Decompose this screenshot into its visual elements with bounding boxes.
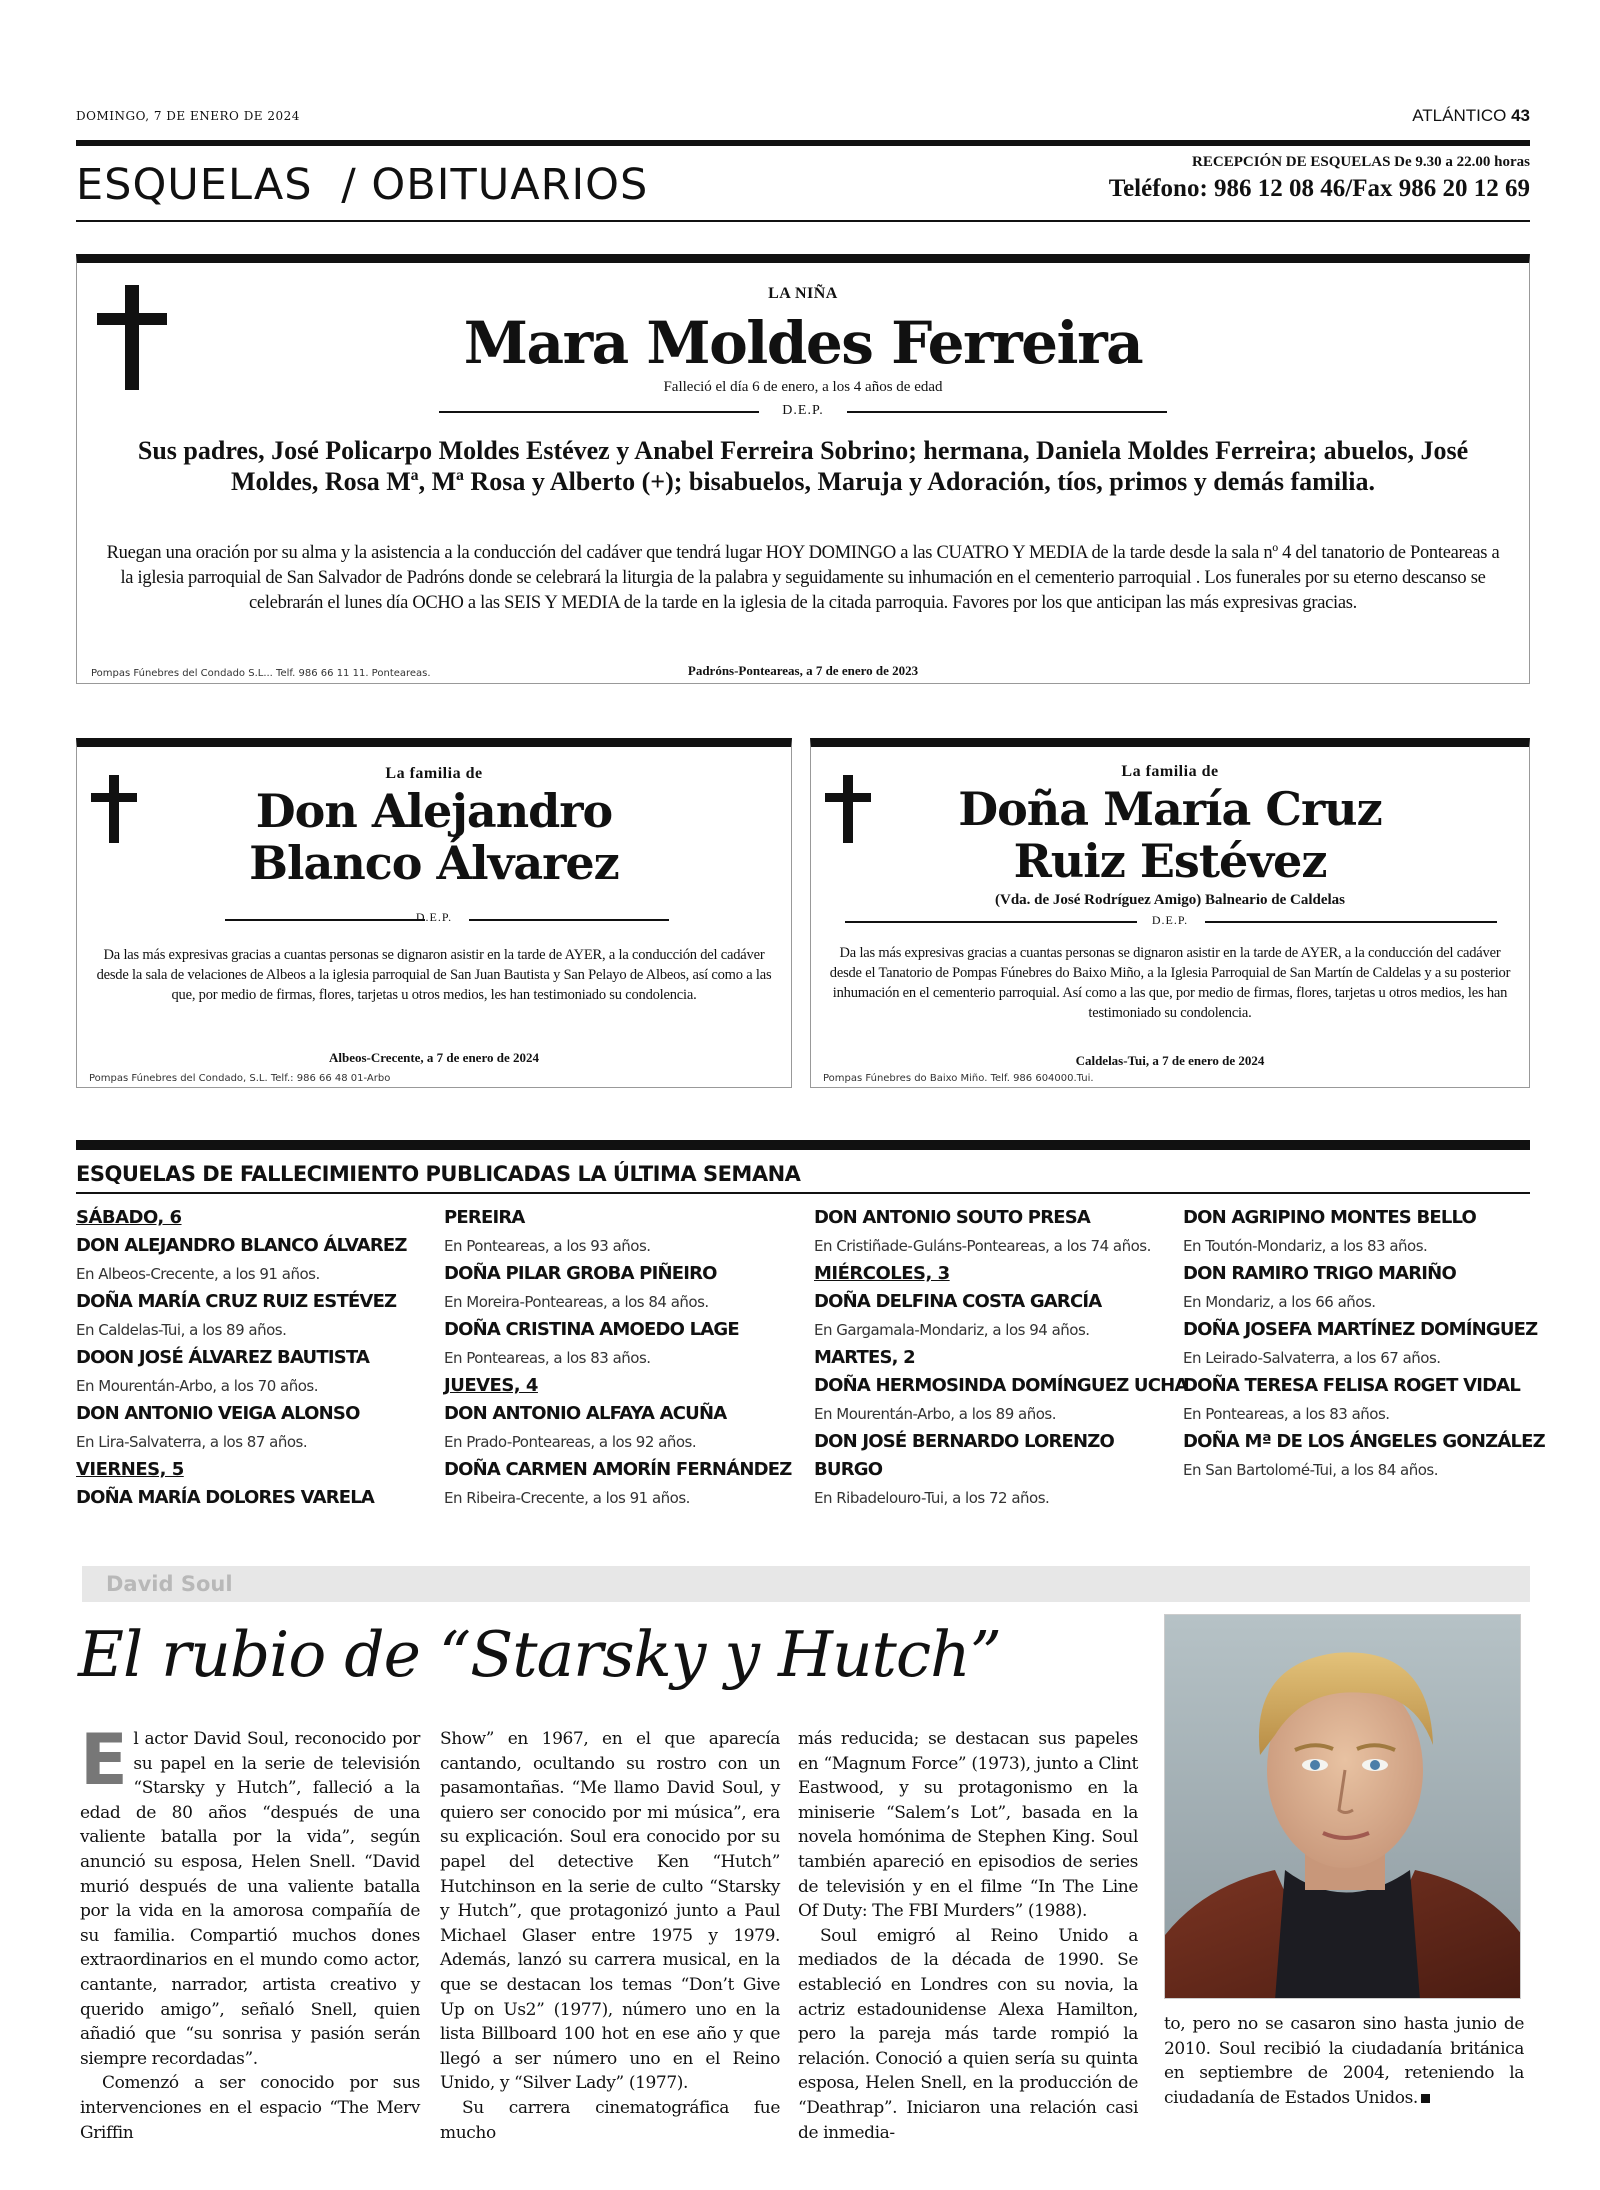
article-paragraph-text: to, pero no se casaron sino hasta junio de 2010. Soul recibió la ciudadanía británica en septiembre de 2004, reteniendo la ciudadanía de Estados Unidos. xyxy=(1164,2014,1524,2108)
contact-phone: Teléfono: 986 12 08 46/Fax 986 20 12 69 xyxy=(1108,175,1530,202)
deceased-name-line2: Ruiz Estévez xyxy=(1013,834,1327,888)
list-entry-name: DOÑA JOSEFA MARTÍNEZ DOMÍNGUEZ xyxy=(1183,1319,1538,1340)
list-entry-name: DOÑA HERMOSINDA DOMÍNGUEZ UCHA xyxy=(814,1375,1188,1396)
article-paragraph: Comenzó a ser conocido por sus intervenciones en el espacio “The Merv Griffin xyxy=(80,2073,420,2143)
family-members: Sus padres, José Policarpo Moldes Estévez y Anabel Ferreira Sobrino; hermana, Daniela Moldes Ferreira; abuelos, José Moldes, Rosa Mª, Mª Rosa y Alberto (+); bisabuelos, Maruja y Adoración, tíos, primos y demás familia. xyxy=(137,436,1469,496)
list-entry-place: En Cristiñade-Guláns-Ponteareas, a los 74 años. xyxy=(814,1237,1151,1255)
list-entry-place: En Ponteareas, a los 83 años. xyxy=(444,1349,651,1367)
list-entry-name: DOÑA CRISTINA AMOEDO LAGE xyxy=(444,1319,739,1340)
dep-label: D.E.P. xyxy=(415,910,453,924)
dep-label: D.E.P. xyxy=(1151,913,1189,927)
top-rule xyxy=(76,140,1530,146)
deceased-name: Mara Moldes Ferreira xyxy=(463,309,1143,377)
article-kicker: David Soul xyxy=(106,1572,233,1596)
deceased-name-line1: Doña María Cruz xyxy=(958,782,1382,836)
list-day-heading: MIÉRCOLES, 3 xyxy=(814,1263,950,1284)
list-entry-place: En San Bartolomé-Tui, a los 84 años. xyxy=(1183,1461,1438,1479)
obituary-prefix: LA NIÑA xyxy=(768,285,838,302)
reception-hours: RECEPCIÓN DE ESQUELAS De 9.30 a 22.00 horas xyxy=(1192,154,1530,170)
list-day-heading: VIERNES, 5 xyxy=(76,1459,184,1480)
list-entry-place: En Ponteareas, a los 83 años. xyxy=(1183,1405,1390,1423)
list-rule xyxy=(76,1192,1530,1194)
list-day-heading: JUEVES, 4 xyxy=(444,1375,538,1396)
list-entry-place: En Prado-Ponteareas, a los 92 años. xyxy=(444,1433,697,1451)
list-entry-place: En Moreira-Ponteareas, a los 84 años. xyxy=(444,1293,709,1311)
place-date: Padróns-Ponteareas, a 7 de enero de 2023 xyxy=(687,663,919,678)
funeral-home: Pompas Fúnebres del Condado, S.L. Telf.: 986 66 48 01-Arbo xyxy=(89,1073,391,1084)
article-kicker-bar xyxy=(82,1566,1530,1602)
list-entry-name: DOÑA PILAR GROBA PIÑEIRO xyxy=(444,1263,717,1284)
deceased-name-line1: Don Alejandro xyxy=(255,784,613,838)
list-entry-name: DOÑA TERESA FELISA ROGET VIDAL xyxy=(1183,1375,1521,1396)
list-entry-name: DOÑA MARÍA DOLORES VARELA xyxy=(76,1487,375,1508)
article-column-1 xyxy=(80,1719,420,2145)
place-date: Caldelas-Tui, a 7 de enero de 2024 xyxy=(1075,1053,1265,1068)
end-mark-icon xyxy=(1421,2094,1430,2103)
list-day-heading: MARTES, 2 xyxy=(814,1347,915,1368)
portrait-illustration xyxy=(1165,1615,1521,1999)
portrait-photo xyxy=(1164,1614,1521,1999)
funeral-home: Pompas Fúnebres del Condado S.L... Telf. 986 66 11 11. Ponteareas. xyxy=(91,668,431,679)
funeral-home: Pompas Fúnebres do Baixo Miño. Telf. 986 604000.Tui. xyxy=(823,1073,1094,1084)
list-entry-name: DON ANTONIO ALFAYA ACUÑA xyxy=(444,1403,727,1424)
header-rule xyxy=(76,220,1530,222)
list-entry-name: DOÑA CARMEN AMORÍN FERNÁNDEZ xyxy=(444,1459,792,1480)
obituary-body: Ruegan una oración por su alma y la asistencia a la conducción del cadáver que tendrá lugar HOY DOMINGO a las CUATRO Y MEDIA de la tarde desde la sala nº 4 del tanatorio de Ponteareas a la iglesia parroquial de San Salvador de Padróns donde se celebrará la liturgia de la palabra y seguidamente su inhumación en el cementerio parroquial . Los funerales por su eterno descanso se celebrarán el lunes día OCHO a las SEIS Y MEDIA de la tarde en la iglesia de la citada parroquia. Favores por los que anticipan las más expresivas gracias. xyxy=(106,543,1500,613)
list-entry-name: DOÑA MARÍA CRUZ RUIZ ESTÉVEZ xyxy=(76,1291,397,1312)
article-column-2 xyxy=(440,1727,780,2145)
list-entry-place: En Ponteareas, a los 93 años. xyxy=(444,1237,651,1255)
dep-label: D.E.P. xyxy=(782,403,824,418)
article-paragraph: Su carrera cinematográfica fue mucho xyxy=(440,2097,780,2143)
page-date: DOMINGO, 7 DE ENERO DE 2024 xyxy=(76,109,300,123)
list-entry-place: En Caldelas-Tui, a los 89 años. xyxy=(76,1321,287,1339)
deceased-name-line2: Blanco Álvarez xyxy=(249,836,619,890)
list-entry-place: En Mourentán-Arbo, a los 70 años. xyxy=(76,1377,318,1395)
article-paragraph: l actor David Soul, reconocido por su papel en la serie de televisión “Starsky y Hutch”, falleció a la edad de 80 años “después de una valiente batalla por la vida”, según anunció su esposa, Helen Snell. “David murió después de una valiente batalla por la vida en la amorosa compañía de su familia. Compartió muchos dones extraordinarios en el mundo como actor, cantante, narrador, artista creativo y querido amigo”, señaló Snell, quien añadió que “su sonrisa y pasión serán siempre recordadas”. xyxy=(80,1729,420,2069)
list-column-1 xyxy=(76,1204,446,1512)
article-paragraph: Soul emigró al Reino Unido a mediados de la década de 1990. Se estableció en Londres con su novia, la actriz estadounidense Alexa Hamilton, pero la pareja más tarde rompió la relación. Conoció a quien sería su quinta esposa, Helen Snell, en la producción de “Deathrap”. Iniciaron una relación casi de inmedia- xyxy=(798,1925,1138,2143)
list-entry-name: BURGO xyxy=(814,1459,883,1480)
drop-cap: E xyxy=(80,1719,128,1801)
list-entry-name: DON RAMIRO TRIGO MARIÑO xyxy=(1183,1263,1456,1284)
list-entry-place: En Mourentán-Arbo, a los 89 años. xyxy=(814,1405,1056,1423)
obituary-prefix: La familia de xyxy=(385,765,483,782)
list-day-heading: SÁBADO, 6 xyxy=(76,1207,182,1228)
list-entry-place: En Ribadelouro-Tui, a los 72 años. xyxy=(814,1489,1050,1507)
newspaper-name xyxy=(1412,106,1530,126)
section-title-main: ESQUELAS xyxy=(76,160,313,210)
list-entry-name: DON ALEJANDRO BLANCO ÁLVAREZ xyxy=(76,1235,407,1256)
list-entry-name: DOÑA DELFINA COSTA GARCÍA xyxy=(814,1291,1102,1312)
list-entry-name: DOON JOSÉ ÁLVAREZ BAUTISTA xyxy=(76,1347,370,1368)
list-entry-name: DOÑA Mª DE LOS ÁNGELES GONZÁLEZ xyxy=(1183,1431,1545,1452)
page-number: 43 xyxy=(1511,106,1530,125)
obituary-body: Da las más expresivas gracias a cuantas personas se dignaron asistir en la tarde de AYER, a la conducción del cadáver desde el Tanatorio de Pompas Fúnebres do Baixo Miño, a la Iglesia Parroquial de San Martín de Caldelas y a su posterior inhumación en el cementerio parroquial. Así como a las que, por medio de firmas, flores, tarjetas u otros medios, les han testimoniado su condolencia. xyxy=(829,945,1511,1021)
list-entry-place: En Leirado-Salvaterra, a los 67 años. xyxy=(1183,1349,1441,1367)
article-paragraph: Show” en 1967, en el que aparecía cantando, ocultando su rostro con un pasamontañas. “Me llamo David Soul, y quiero ser conocido por mi música”, era su explicación. Soul era conocido por su papel del detective Ken “Hutch” Hutchinson en la serie de culto “Starsky y Hutch”, que protagonizó junto a Paul Michael Glaser entre 1975 y 1979. Además, lanzó su carrera musical, en la que se destacan los temas “Don’t Give Up on Us2” (1977), número uno en la lista Billboard 100 hot en ese año y que llegó a ser número uno en el Reino Unido, y “Silver Lady” (1977). xyxy=(440,1729,780,2094)
article-column-3 xyxy=(798,1727,1138,2145)
list-entry-place: En Lira-Salvaterra, a los 87 años. xyxy=(76,1433,308,1451)
article-paragraph: más reducida; se destacan sus papeles en “Magnum Force” (1973), junto a Clint Eastwood, y su protagonismo en la miniserie “Salem’s Lot”, basada en la novela homónima de Stephen King. Soul también apareció en episodios de series de televisión y en el filme “In The Line Of Duty: The FBI Murders” (1988). xyxy=(798,1729,1138,1922)
article-paragraph xyxy=(1164,2012,1524,2110)
article-headline: El rubio de “Starsky y Hutch” xyxy=(78,1618,1001,1691)
newspaper-title: ATLÁNTICO xyxy=(1412,106,1507,125)
list-column-2 xyxy=(444,1204,814,1512)
article-column-4 xyxy=(1164,2012,1524,2110)
list-title: ESQUELAS DE FALLECIMIENTO PUBLICADAS LA ÚLTIMA SEMANA xyxy=(76,1162,801,1186)
list-entry-place: En Ribeira-Crecente, a los 91 años. xyxy=(444,1489,690,1507)
list-entry-place: En Mondariz, a los 66 años. xyxy=(1183,1293,1376,1311)
list-entry-name: DON ANTONIO VEIGA ALONSO xyxy=(76,1403,360,1424)
list-column-3 xyxy=(814,1204,1188,1512)
obituary-prefix: La familia de xyxy=(1121,763,1219,780)
list-top-bar xyxy=(76,1140,1530,1150)
obituary-left xyxy=(76,738,792,1088)
obituary-right xyxy=(810,738,1530,1088)
list-entry-place: En Albeos-Crecente, a los 91 años. xyxy=(76,1265,320,1283)
list-entry-name: DON JOSÉ BERNARDO LORENZO xyxy=(814,1431,1115,1452)
list-entry-name: DON ANTONIO SOUTO PRESA xyxy=(814,1207,1091,1228)
list-entry-place: En Gargamala-Mondariz, a los 94 años. xyxy=(814,1321,1090,1339)
list-entry-name: PEREIRA xyxy=(444,1207,525,1228)
list-entry-place: En Toutón-Mondariz, a los 83 años. xyxy=(1183,1237,1428,1255)
list-column-4 xyxy=(1183,1204,1553,1484)
section-title-secondary: / OBITUARIOS xyxy=(341,160,649,210)
obituary-main xyxy=(76,254,1530,684)
death-date: Falleció el día 6 de enero, a los 4 años de edad xyxy=(663,379,943,395)
place-date: Albeos-Crecente, a 7 de enero de 2024 xyxy=(328,1050,539,1065)
deceased-subtitle: (Vda. de José Rodríguez Amigo) Balneario de Caldelas xyxy=(995,892,1345,908)
obituary-body: Da las más expresivas gracias a cuantas personas se dignaron asistir en la tarde de AYER, a la conducción del cadáver desde la sala de velaciones de Albeos a la iglesia parroquial de San Juan Bautista y San Pelayo de Albeos, así como a las que, por medio de firmas, flores, tarjetas u otros medios, les han testimoniado su condolencia. xyxy=(96,947,772,1003)
list-entry-name: DON AGRIPINO MONTES BELLO xyxy=(1183,1207,1477,1228)
section-title xyxy=(76,160,648,210)
